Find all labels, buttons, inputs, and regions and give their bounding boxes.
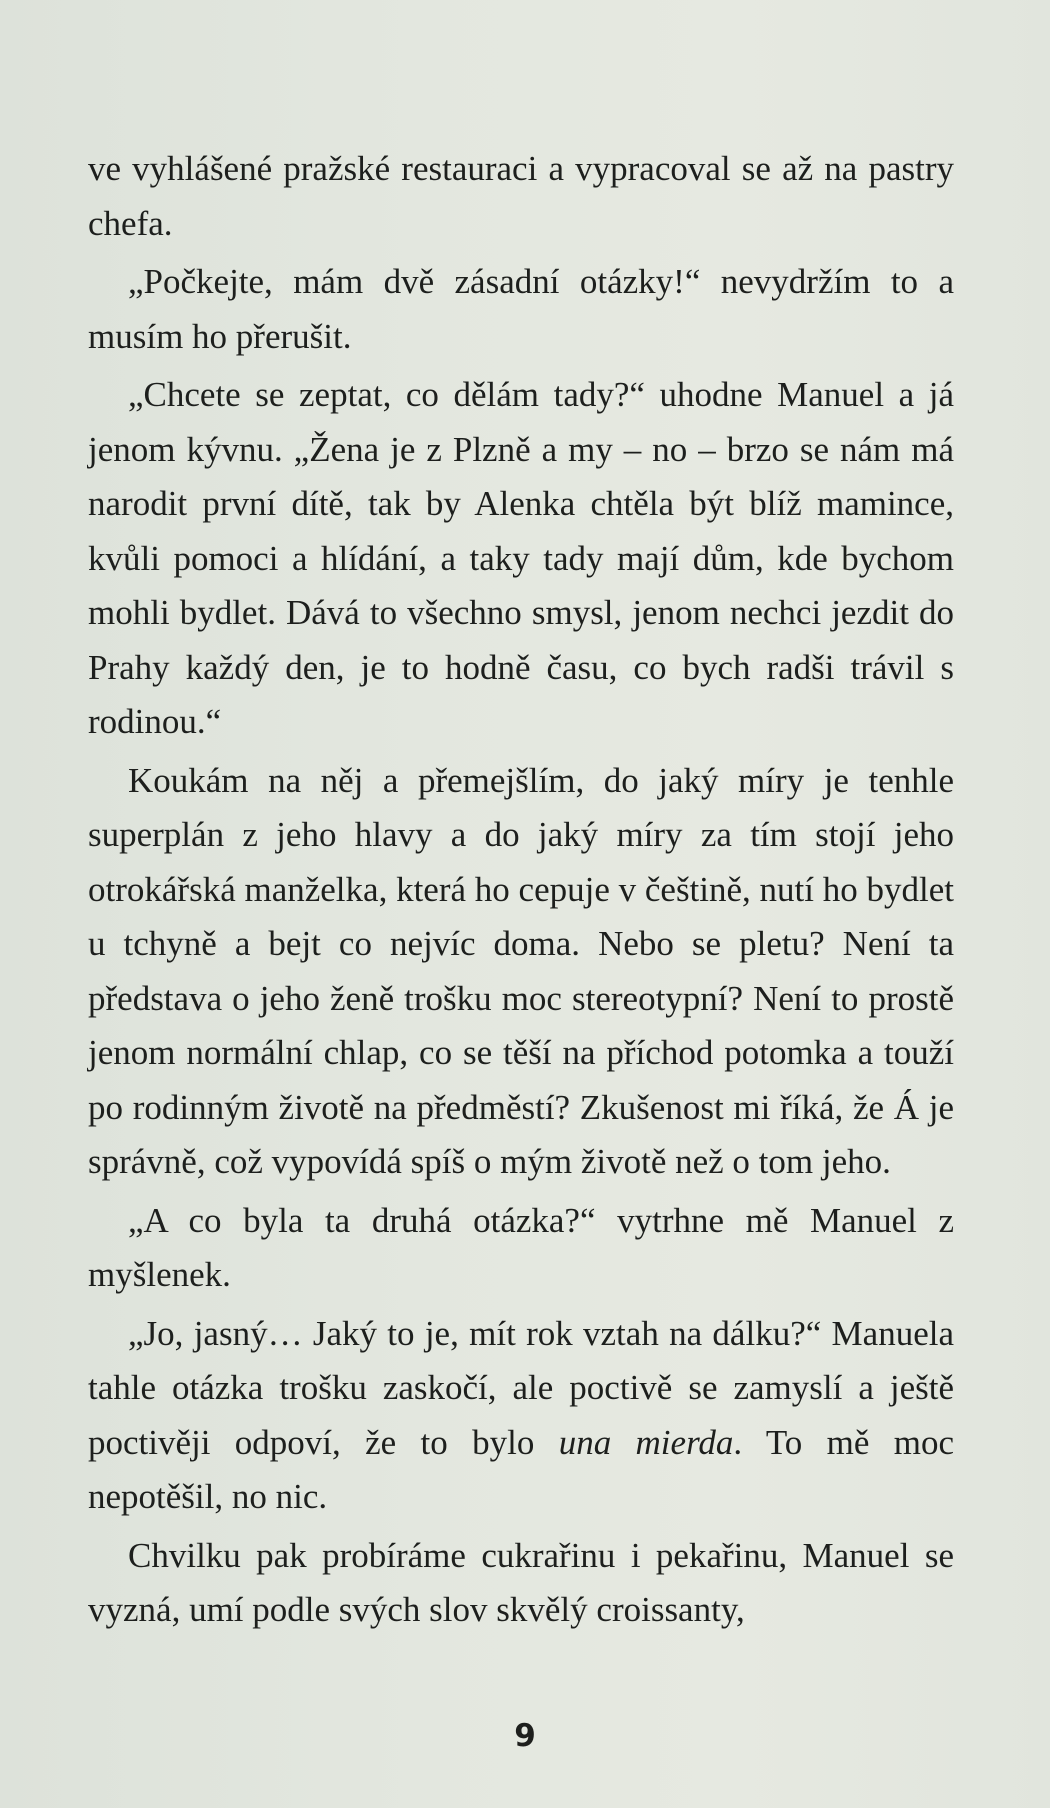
page-number: 9 <box>514 1718 536 1754</box>
paragraph-long-distance <box>88 1307 954 1525</box>
paragraph-dialogue-questions: „Počkejte, mám dvě zásadní otázky!“ nevydržím to a musím ho přerušit. <box>88 262 954 356</box>
paragraph-text-before-italic: „Jo, jasný… Jaký to je, mít rok vztah na dálku?“ Manuela tahle otázka trošku zaskočí, ale poctivě se zamyslí a ještě poctivěji odpoví, že to bylo <box>88 1313 954 1462</box>
paragraph-narrator-thoughts: Koukám na něj a přemejšlím, do jaký míry je tenhle superplán z jeho hlavy a do jaký míry za tím stojí jeho otrokářská manželka, která ho cepuje v češtině, nutí ho bydlet u tchyně a bejt co nejvíc doma. Nebo se pletu? Není ta představa o jeho ženě trošku moc stereotypní? Není to prostě jenom normální chlap, co se těší na příchod potomka a touží po rodinným životě na předměstí? Zkušenost mi říká, že Á je správně, což vypovídá spíš o mým životě než o tom jeho. <box>88 760 954 1181</box>
paragraph-pastry-talk: Chvilku pak probíráme cukrařinu i pekařinu, Manuel se vyzná, umí podle svých slov skvělý croissanty, <box>88 1535 954 1629</box>
italic-phrase: una mierda <box>558 1422 734 1462</box>
paragraph-continuation: ve vyhlášené pražské restauraci a vypracoval se až na pastry chefa. <box>88 149 954 243</box>
paragraph-manuel-answer: „Chcete se zeptat, co dělám tady?“ uhodne Manuel a já jenom kývnu. „Žena je z Plzně a my – no – brzo se nám má narodit první dítě, tak by Alenka chtěla být blíž mamince, kvůli pomoci a hlídání, a taky tady mají dům, kde bychom mohli bydlet. Dává to všechno smysl, jenom nechci jezdit do Prahy každý den, je to hodně času, co bych radši trávil s rodinou.“ <box>88 375 954 741</box>
paragraph-text-after-italic: . To mě moc nepotěšil, no nic. <box>88 1422 954 1516</box>
body-text <box>88 142 954 1638</box>
paragraph-second-question: „A co byla ta druhá otázka?“ vytrhne mě Manuel z myšlenek. <box>88 1200 954 1294</box>
